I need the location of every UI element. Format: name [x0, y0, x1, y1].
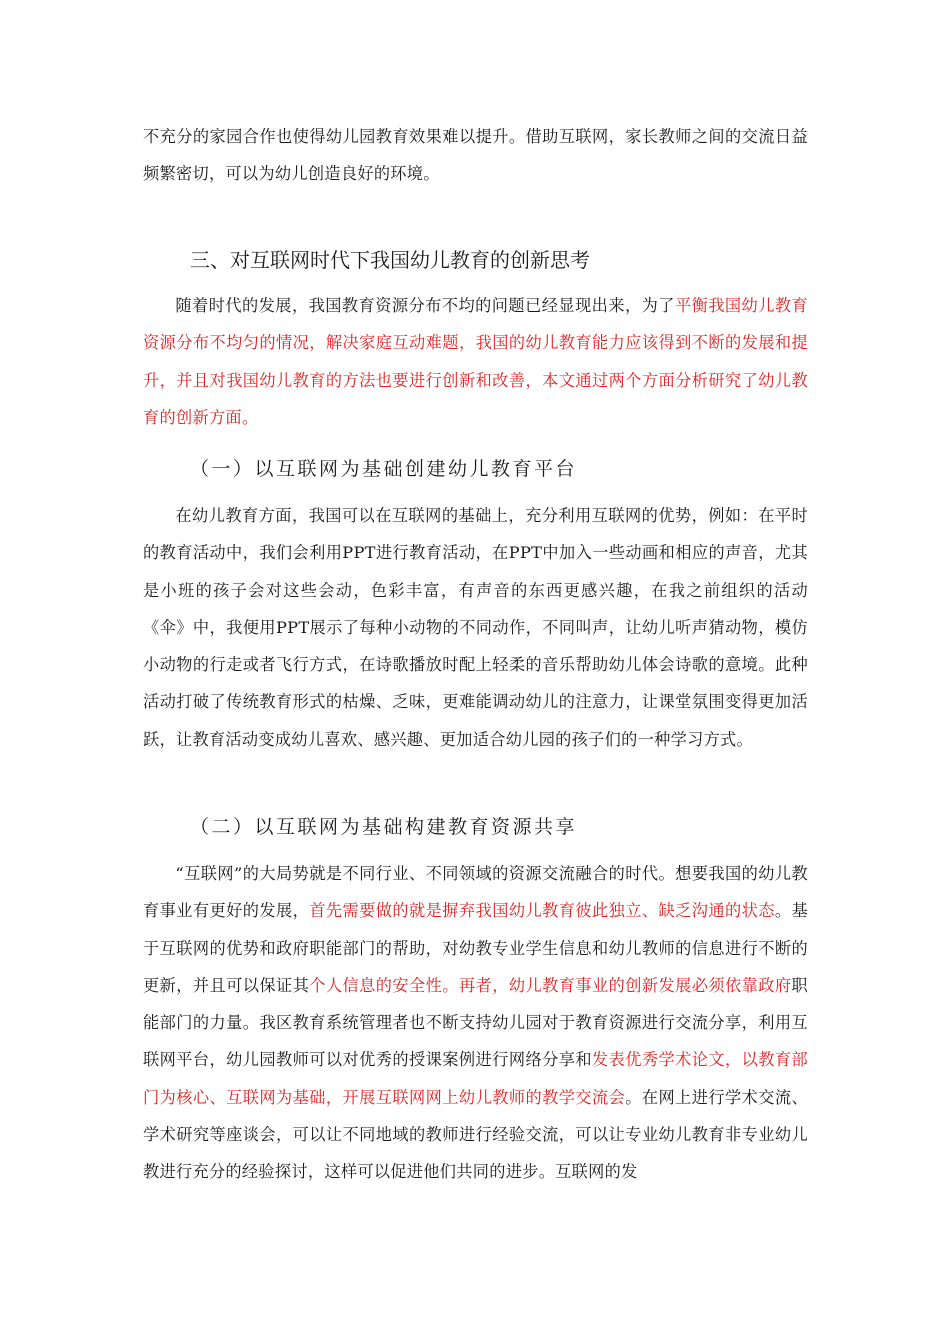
paragraph-text: 。基于互联网的优势和政府职能部门的帮助，对幼教专业学生信息和幼儿教师的信息进行不断的更新，并且可以保证其 — [143, 901, 808, 995]
paragraph-text: 不充分的家园合作也使得幼儿园教育效果难以提升。借助互联网，家长教师之间的交流日益频繁密切，可以为幼儿创造良好的环境。 — [143, 127, 808, 184]
paragraph-resource-sharing — [143, 855, 808, 1191]
paragraph-text: 。在网上进行学术交流、学术研究等座谈会，可以让不同地域的教师进行经验交流，可以让专业幼儿教育非专业幼儿教进行充分的经验探讨，这样可以促进他们共同的进步。互联网的发 — [143, 1087, 808, 1182]
subsection-heading-2: （二）以互联网为基础构建教育资源共享 — [190, 816, 578, 838]
paragraph-text: “互联网”的大局势就是不同行业、不同领域的资源交流融合的时代。想要我国的幼儿教育事业有更好的发展， — [143, 864, 808, 921]
subsection-heading-1: （一）以互联网为基础创建幼儿教育平台 — [190, 458, 578, 480]
highlighted-text: 个人信息的安全性。再者，幼儿教育事业的创新发展必须依靠政府 — [309, 975, 792, 995]
paragraph-text: 职能部门的力量。我区教育系统管理者也不断支持幼儿园对于教育资源进行交流分享，利用互联网平台，幼儿园教师可以对优秀的授课案例进行网络分享和 — [143, 975, 808, 1070]
paragraph-text: 随着时代的发展，我国教育资源分布不均的问题已经显现出来，为了 — [175, 296, 675, 315]
paragraph-intro-innovation — [143, 287, 808, 436]
highlighted-text: 发表优秀学术论文，以教育部门为核心、互联网为基础，开展互联网网上幼儿教师的教学交流会 — [143, 1050, 808, 1107]
paragraph-text: 在幼儿教育方面，我国可以在互联网的基础上，充分利用互联网的优势，例如：在平时的教育活动中，我们会利用PPT进行教育活动，在PPT中加入一些动画和相应的声音，尤其是小班的孩子会对这些会动，色彩丰富，有声音的东西更感兴趣，在我之前组织的活动《伞》中，我便用PPT展示了每种小动物的不同动作，不同叫声，让幼儿听声猜动物，模仿小动物的行走或者飞行方式，在诗歌播放时配上轻柔的音乐帮助幼儿体会诗歌的意境。此种活动打破了传统教育形式的枯燥、乏味，更难能调动幼儿的注意力，让课堂氛围变得更加活跃，让教育活动变成幼儿喜欢、感兴趣、更加适合幼儿园的孩子们的一种学习方式。 — [143, 506, 808, 749]
section-heading-3: 三、对互联网时代下我国幼儿教育的创新思考 — [190, 248, 590, 272]
highlighted-text: 首先需要做的就是摒弃我国幼儿教育彼此独立、缺乏沟通的状态 — [309, 901, 775, 921]
paragraph-home-school-cooperation — [143, 118, 808, 193]
paragraph-platform — [143, 497, 808, 758]
highlighted-text: 平衡我国幼儿教育资源分布不均匀的情况，解决家庭互动难题，我国的幼儿教育能力应该得到不断的发展和提升，并且对我国幼儿教育的方法也要进行创新和改善，本文通过两个方面分析研究了幼儿教育的创新方面。 — [143, 296, 809, 427]
